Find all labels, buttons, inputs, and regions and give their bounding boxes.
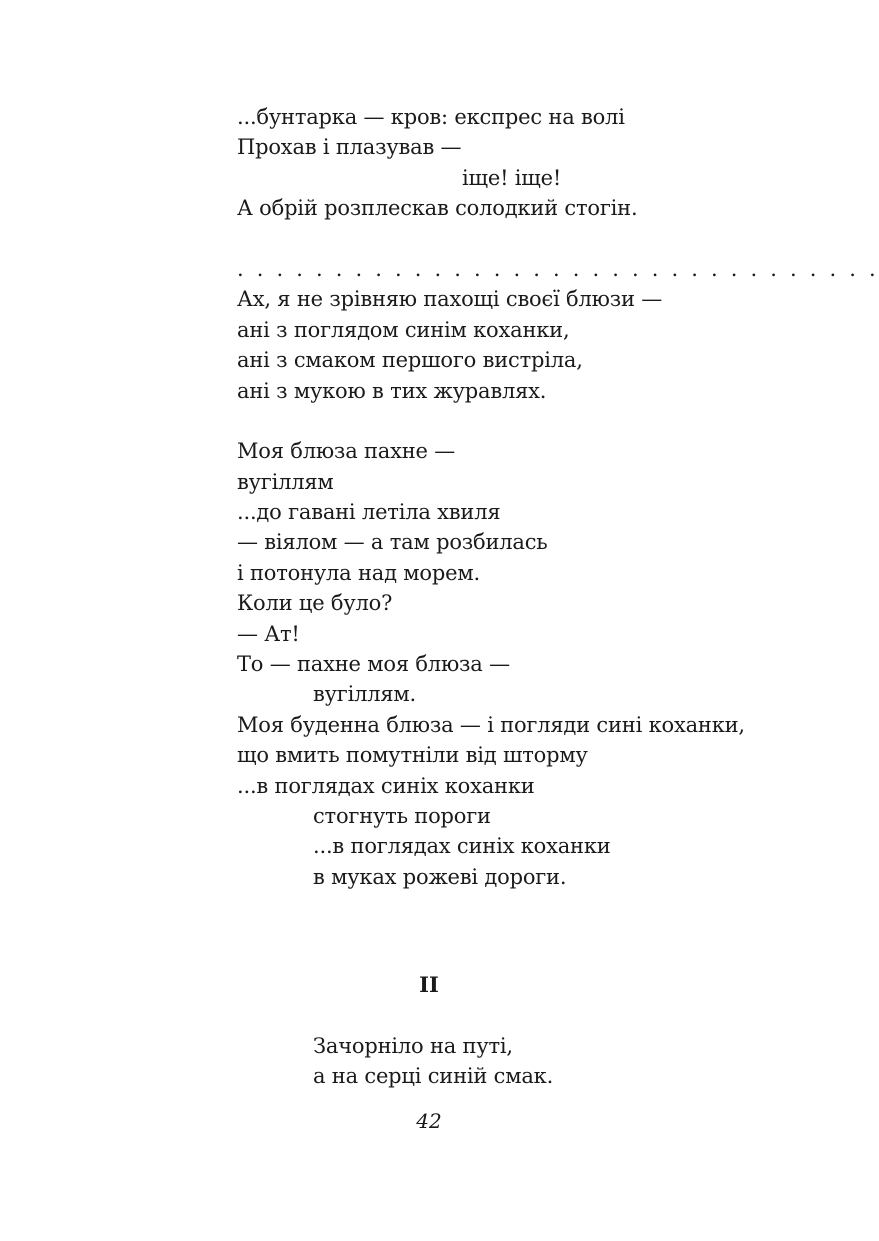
- poem-line: ані з мукою в тих журавлях.: [237, 378, 547, 403]
- poem-line: Моя блюза пахне —: [237, 439, 456, 464]
- poem-line: вугіллям: [237, 469, 334, 494]
- poem-line: Коли це було?: [237, 591, 393, 616]
- poem-line: ані з смаком першого вистріла,: [237, 348, 583, 373]
- dotted-separator: . . . . . . . . . . . . . . . . . . . . . . . . . . . . . . . . .: [237, 256, 879, 281]
- poem-line: Прохав і плазував —: [237, 135, 462, 160]
- poem-line: ...в поглядах синіх коханки: [237, 773, 535, 798]
- poem-line: — віялом — а там розбилась: [237, 530, 548, 555]
- poem-line: Зачорніло на путі,: [313, 1034, 513, 1058]
- poem-line: іще! іще!: [462, 165, 562, 190]
- poem-line: ані з поглядом синім коханки,: [237, 317, 570, 342]
- poem-line: і потонула над морем.: [237, 560, 480, 585]
- stanza-break: [237, 224, 777, 254]
- poem-text: [237, 102, 879, 892]
- page-number: 42: [416, 1109, 442, 1133]
- poem-line: Моя буденна блюза — і погляди сині коханки,: [237, 712, 745, 737]
- poem-line: Ах, я не зрівняю пахощі своєї блюзи —: [237, 287, 663, 312]
- poem-line: стогнуть пороги: [313, 803, 491, 828]
- poem-line: що вмить помутніли від шторму: [237, 743, 588, 768]
- stanza-break: [237, 406, 777, 436]
- poem-line: То — пахне моя блюза —: [237, 652, 510, 677]
- poem-line: а на серці синій смак.: [313, 1064, 554, 1089]
- poem-line: А обрій розплескав солодкий стогін.: [237, 196, 638, 221]
- poem-text-section-ii: [237, 1031, 777, 1092]
- poem-line: ...до гавані летіла хвиля: [237, 500, 501, 525]
- section-heading: II: [419, 972, 439, 997]
- poem-line: в муках рожеві дороги.: [313, 864, 567, 889]
- poem-line: вугіллям.: [313, 682, 417, 707]
- poem-line: ...бунтарка — кров: експрес на волі: [237, 105, 625, 129]
- poem-line: — Ат!: [237, 621, 300, 646]
- poem-line: ...в поглядах синіх коханки: [313, 834, 611, 859]
